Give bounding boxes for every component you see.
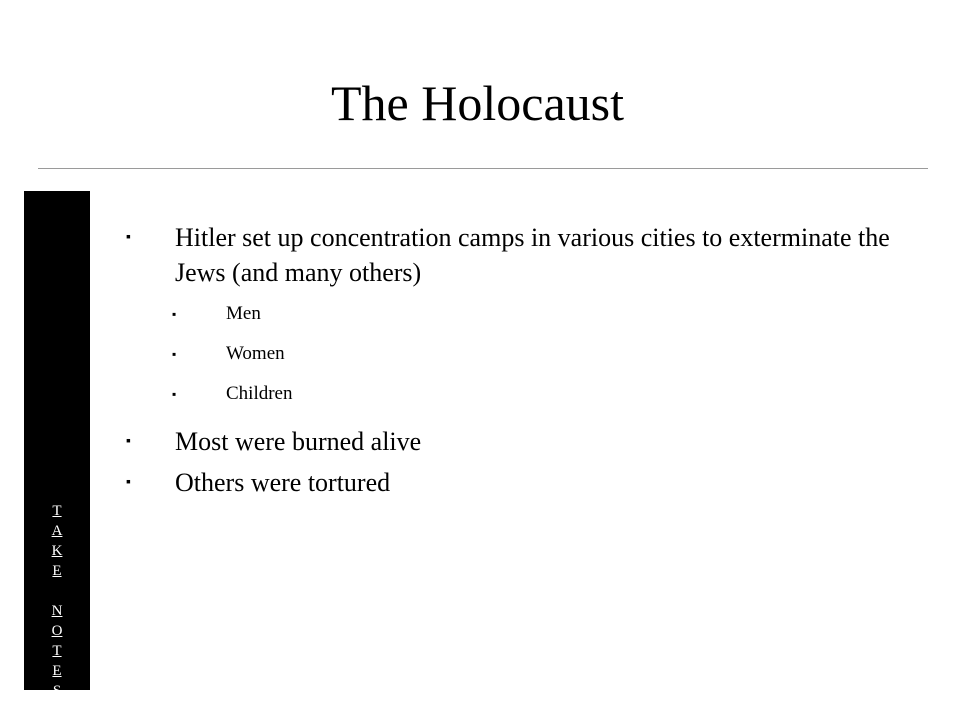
bullet-item (120, 424, 920, 459)
bullet-text: Others were tortured (175, 468, 391, 497)
title-divider (38, 168, 928, 169)
bullet-marker-icon: ▪ (172, 307, 177, 321)
sub-bullet-item (120, 300, 920, 328)
bullet-marker-icon: ▪ (172, 387, 177, 401)
sub-bullet-item (120, 340, 920, 368)
take-notes-tab[interactable] (24, 191, 90, 699)
bullet-marker-icon: ▪ (172, 347, 177, 361)
bullet-item (120, 220, 920, 290)
bullet-text: Hitler set up concentration camps in various cities to exterminate the Jews (and many others) (175, 223, 890, 287)
sub-bullet-item (120, 380, 920, 408)
bullet-list (120, 220, 920, 500)
sub-bullet-text: Children (226, 383, 293, 404)
slide-title: The Holocaust (331, 75, 624, 131)
bullet-marker-icon: ▪ (126, 434, 131, 449)
take-notes-link[interactable]: T A K E N O T E S (51, 503, 63, 699)
bullet-marker-icon: ▪ (126, 230, 131, 245)
bullet-marker-icon: ▪ (126, 475, 131, 490)
bullet-item (120, 465, 920, 500)
bullet-text: Most were burned alive (175, 427, 422, 456)
sub-bullet-text: Women (226, 343, 285, 364)
sub-bullet-text: Men (226, 303, 261, 324)
